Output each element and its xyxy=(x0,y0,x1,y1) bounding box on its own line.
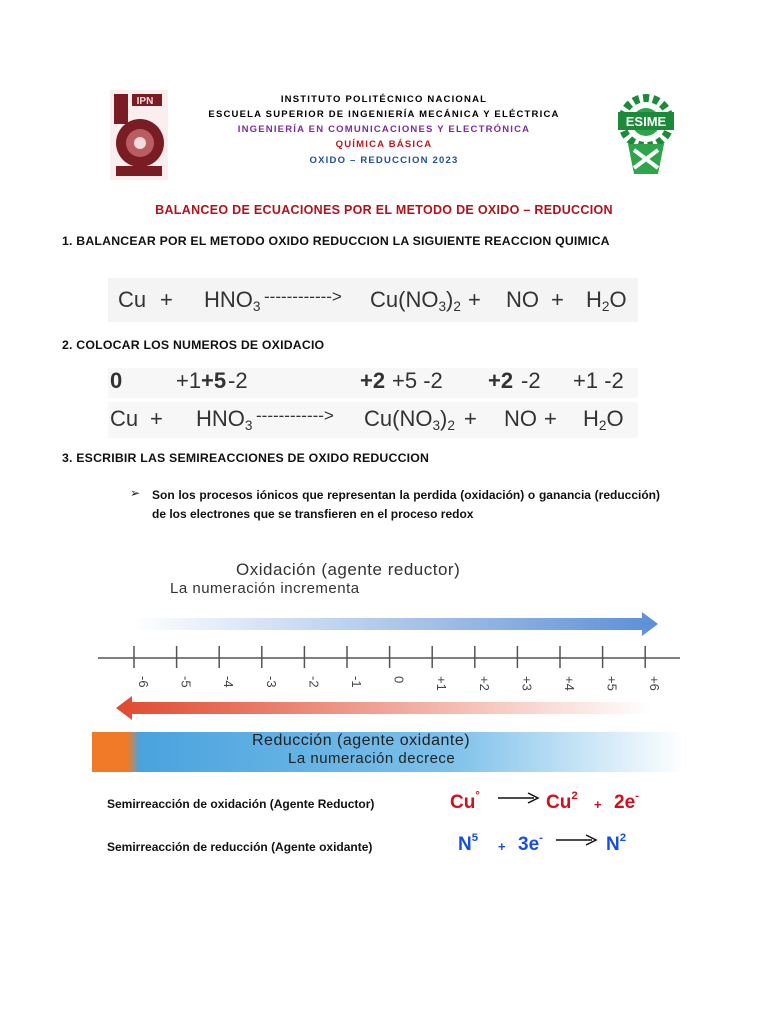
oxidation-subtitle: La numeración incrementa xyxy=(170,580,360,597)
tick-label: -2 xyxy=(306,676,322,688)
oxidation-numbers-row: 0 +1 +5 -2 +2 +5 -2 +2 -2 +1 -2 xyxy=(108,368,638,398)
redox-number-line-diagram xyxy=(92,556,684,772)
oxidation-plus: + xyxy=(594,797,602,812)
tick-label: +2 xyxy=(476,676,492,691)
document-title: BALANCEO DE ECUACIONES POR EL METODO DE OXIDO – REDUCCION xyxy=(155,203,613,217)
oxidation-title: Oxidación (agente reductor) xyxy=(236,560,461,579)
reduction-subtitle: La numeración decrece xyxy=(288,750,456,767)
svg-text:IPN: IPN xyxy=(136,96,154,107)
bullet-arrow-icon: ➢ xyxy=(130,486,141,500)
header-school: ESCUELA SUPERIOR DE INGENIERÍA MECÁNICA Y ELÉCTRICA xyxy=(208,109,560,120)
tick-label: 0 xyxy=(391,676,407,684)
header-topic: OXIDO – REDUCCION 2023 xyxy=(309,155,459,166)
tick-label: -3 xyxy=(263,676,279,688)
tick-label: +5 xyxy=(604,676,620,691)
tick-label: +1 xyxy=(434,676,450,691)
tick-marks xyxy=(134,646,662,691)
oxidation-arrow-icon xyxy=(498,791,540,805)
section-3-heading: 3. ESCRIBIR LAS SEMIREACCIONES DE OXIDO REDUCCION xyxy=(62,451,430,465)
reduction-plus: + xyxy=(498,839,506,854)
oxidation-electrons: 2e- xyxy=(614,790,639,813)
header-institute: INSTITUTO POLITÉCNICO NACIONAL xyxy=(280,94,488,105)
n2-species: $N^2$ xyxy=(606,832,627,855)
tick-label: -6 xyxy=(136,676,151,688)
reduction-semireaction-label: Semirreacción de reducción (Agente oxidante) xyxy=(107,840,373,854)
oxidation-arrow xyxy=(132,612,658,636)
section-1-heading: 1. BALANCEAR POR EL METODO OXIDO REDUCCION LA SIGUIENTE REACCION QUIMICA xyxy=(62,234,610,248)
tick-label: -1 xyxy=(349,676,364,688)
header-subject: QUÍMICA BÁSICA xyxy=(335,139,433,150)
reduction-electrons: 3e- xyxy=(518,832,543,855)
equation-1: Cu + $HNO_3$ ------------> $Cu(NO_3)_2$ + NO + $H_2O$ xyxy=(108,278,638,322)
bullet-paragraph: Son los procesos iónicos que representan la perdida (oxidación) o ganancia (reducción) de los electrones que se transfieren en el proceso redox xyxy=(152,488,660,521)
header-career: INGENIERÍA EN COMUNICACIONES Y ELECTRÓNICA xyxy=(237,124,531,135)
tick-label: +4 xyxy=(562,676,577,691)
reduction-arrow-icon xyxy=(556,833,598,847)
n5-species: $N^5$ xyxy=(458,832,479,855)
oxidation-semireaction-label: Semirreacción de oxidación (Agente Reductor) xyxy=(107,797,375,811)
tick-label: +3 xyxy=(519,676,535,691)
equation-2: Cu + $HNO_3$ ------------> $Cu(NO_3)_2$ + NO + $H_2O$ xyxy=(108,402,638,438)
reduction-title: Reducción (agente oxidante) xyxy=(252,732,471,749)
section-2-heading: 2. COLOCAR LOS NUMEROS DE OXIDACIO xyxy=(62,338,325,352)
cu2-species: Cu$^2$ xyxy=(546,790,578,813)
reduction-arrow xyxy=(116,696,652,720)
svg-text:ESIME: ESIME xyxy=(625,114,667,129)
tick-label: -4 xyxy=(221,676,237,688)
cu0-species: Cu° xyxy=(450,790,480,813)
tick-label: -5 xyxy=(178,676,194,688)
tick-label: +6 xyxy=(647,676,663,691)
